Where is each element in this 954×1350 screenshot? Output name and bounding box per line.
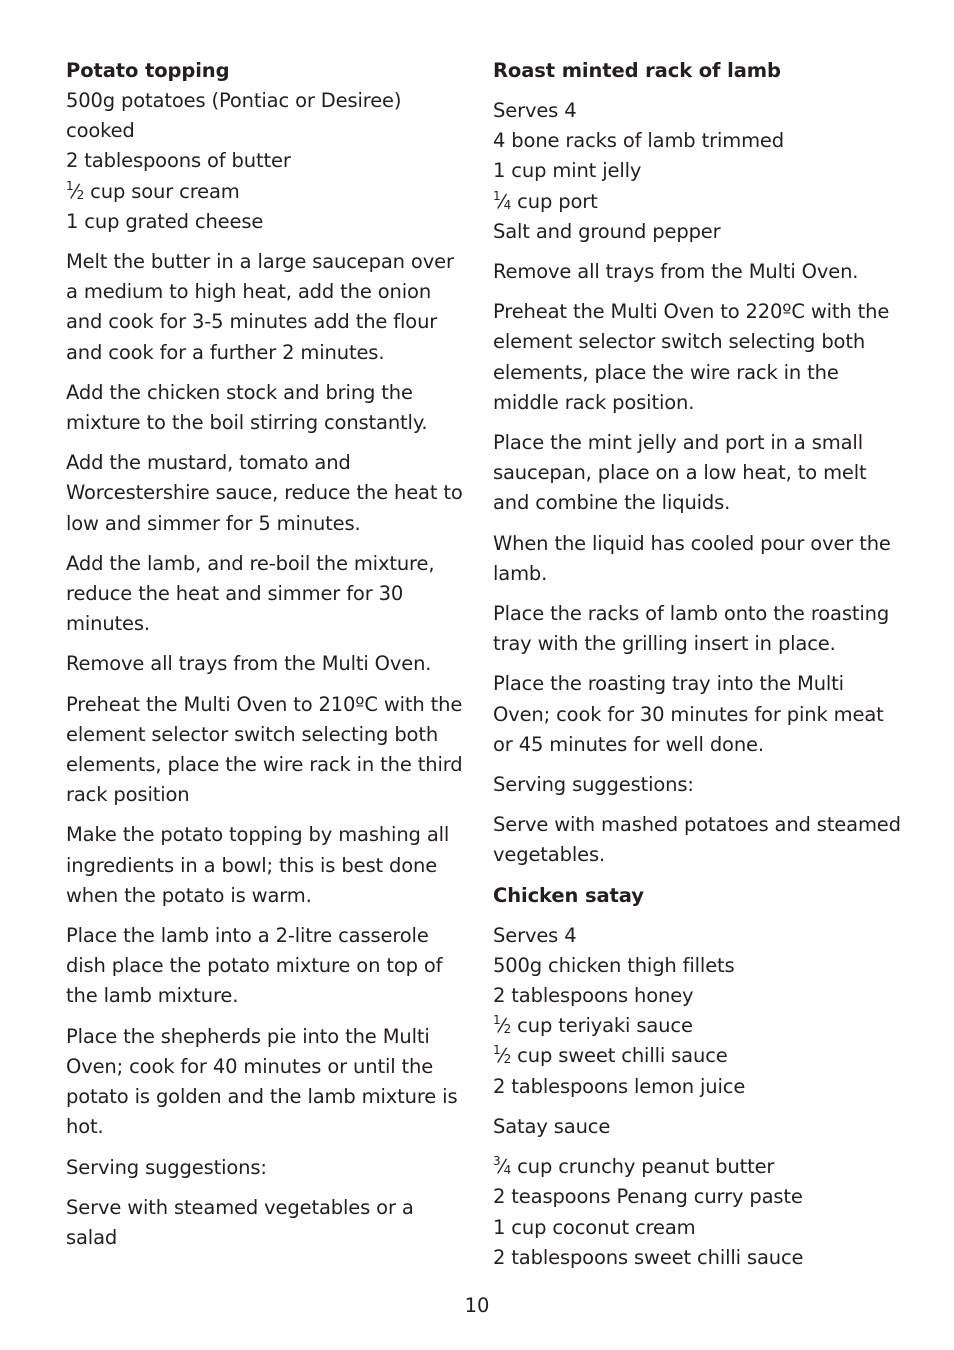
serving-suggestions-label: Serving suggestions: xyxy=(66,1155,267,1179)
method-paragraph: When the liquid has cooled pour over the lamb. xyxy=(493,531,891,585)
method-paragraph: Preheat the Multi Oven to 220ºC with the element selector switch selecting both elements, place the wire rack in the middle rack position. xyxy=(493,300,890,414)
satay-sauce-ingredients xyxy=(493,1152,903,1273)
ingredient-line: 500g potatoes (Pontiac or Desiree) xyxy=(66,89,402,112)
ingredient-line: $^1⁄_4$ cup port xyxy=(493,188,598,213)
page-number: 10 xyxy=(464,1294,490,1317)
lamb-recipe-heading: Roast minted rack of lamb xyxy=(493,59,781,82)
method-paragraph: Melt the butter in a large saucepan over a medium to high heat, add the onion and cook for 3-5 minutes add the flour and cook for a further 2 minutes. xyxy=(66,250,454,364)
serving-suggestions-text: Serve with steamed vegetables or a salad xyxy=(66,1195,414,1249)
ingredient-line: $^3⁄_4$ cup crunchy peanut butter xyxy=(493,1154,775,1179)
ingredient-line: 2 tablespoons sweet chilli sauce xyxy=(493,1245,804,1269)
method-paragraph: Place the roasting tray into the Multi Oven; cook for 30 minutes for pink meat or 45 minutes for well done. xyxy=(493,672,884,756)
ingredient-line: 2 tablespoons of butter xyxy=(66,149,291,173)
ingredient-line: 2 tablespoons lemon juice xyxy=(493,1074,746,1098)
ingredient-line: 1 cup mint jelly xyxy=(493,159,642,183)
method-paragraph: Make the potato topping by mashing all ingredients in a bowl; this is best done when the potato is warm. xyxy=(66,823,450,907)
fraction-quarter: $^1⁄_4$ xyxy=(493,188,512,213)
ingredient-line: $^1⁄_2$ cup teriyaki sauce xyxy=(493,1013,693,1038)
ingredient-line: cooked xyxy=(66,119,135,143)
serving-suggestions-label: Serving suggestions: xyxy=(493,773,694,797)
ingredient-line: $^1⁄_2$ cup sweet chilli sauce xyxy=(493,1043,728,1068)
right-column xyxy=(493,56,903,1283)
ingredient-line: $^1⁄_2$ cup sour cream xyxy=(66,178,240,203)
method-paragraph: Add the lamb, and re-boil the mixture, reduce the heat and simmer for 30 minutes. xyxy=(66,551,435,636)
chicken-satay-heading: Chicken satay xyxy=(493,883,644,907)
ingredient-line: 1 cup grated cheese xyxy=(66,209,264,233)
fraction-half: $^1⁄_2$ xyxy=(66,178,85,203)
serves-line: Serves 4 xyxy=(493,923,577,947)
method-paragraph: Remove all trays from the Multi Oven. xyxy=(66,652,432,676)
left-column xyxy=(66,56,466,1263)
serving-suggestions-text: Serve with mashed potatoes and steamed vegetables. xyxy=(493,813,901,867)
ingredient-line: 1 cup coconut cream xyxy=(493,1215,696,1239)
method-paragraph: Add the chicken stock and bring the mixture to the boil stirring constantly. xyxy=(66,380,428,435)
ingredient-line: 4 bone racks of lamb trimmed xyxy=(493,129,784,153)
ingredient-line: Salt and ground pepper xyxy=(493,219,721,243)
fraction-three-quarter: $^3⁄_4$ xyxy=(493,1154,512,1179)
method-paragraph: Preheat the Multi Oven to 210ºC with the element selector switch selecting both elements, place the wire rack in the third rack position xyxy=(66,692,463,807)
lamb-ingredients xyxy=(493,96,903,247)
method-paragraph: Place the lamb into a 2-litre casserole dish place the potato mixture on top of the lamb mixture. xyxy=(66,924,443,1008)
satay-ingredients xyxy=(493,921,903,1102)
fraction-half: $^1⁄_2$ xyxy=(493,1043,512,1068)
method-paragraph: Remove all trays from the Multi Oven. xyxy=(493,260,859,284)
method-paragraph: Place the mint jelly and port in a small saucepan, place on a low heat, to melt and combine the liquids. xyxy=(493,431,867,515)
ingredient-line: 2 tablespoons honey xyxy=(493,984,694,1008)
ingredient-line: 500g chicken thigh fillets xyxy=(493,953,735,977)
ingredient-line: 2 teaspoons Penang curry paste xyxy=(493,1185,803,1209)
potato-topping-ingredients xyxy=(66,86,466,237)
method-paragraph: Place the shepherds pie into the Multi Oven; cook for 40 minutes or until the potato is golden and the lamb mixture is hot. xyxy=(66,1024,458,1139)
potato-topping-heading: Potato topping xyxy=(66,59,230,82)
method-paragraph: Add the mustard, tomato and Worcestershire sauce, reduce the heat to low and simmer for 5 minutes. xyxy=(66,451,463,535)
serves-line: Serves 4 xyxy=(493,99,577,122)
satay-sauce-label: Satay sauce xyxy=(493,1114,611,1138)
method-paragraph: Place the racks of lamb onto the roasting tray with the grilling insert in place. xyxy=(493,602,890,656)
fraction-half: $^1⁄_2$ xyxy=(493,1013,512,1038)
